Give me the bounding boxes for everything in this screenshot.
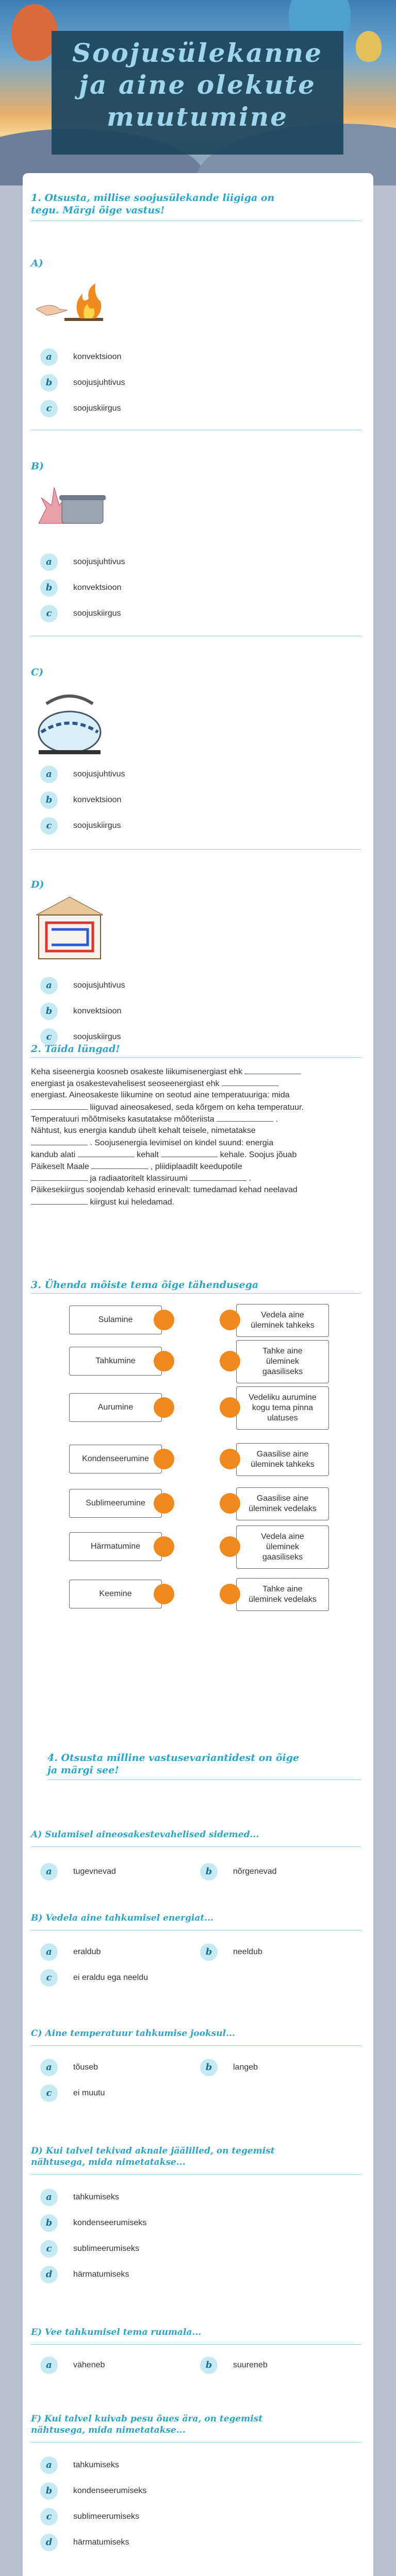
- option-text: soojusjuhtivus: [73, 557, 125, 566]
- blank-input[interactable]: [91, 1160, 148, 1169]
- match-dot-right[interactable]: [220, 1584, 240, 1604]
- option-letter: a: [40, 2059, 58, 2076]
- option-text: tahkumiseks: [73, 2193, 119, 2201]
- page-title: [52, 37, 343, 133]
- option-text: tõuseb: [73, 2063, 98, 2072]
- option-text: konvektsioon: [73, 795, 122, 804]
- option-letter: b: [40, 1003, 58, 1020]
- label-line: D) Kui talvel tekivad aknale jäälilled, on tegemist: [31, 2146, 275, 2156]
- option-letter: c: [40, 2508, 58, 2526]
- blank-input[interactable]: [78, 1148, 135, 1157]
- item-label: B): [31, 461, 44, 472]
- match-dot-right[interactable]: [220, 1397, 240, 1418]
- divider: [31, 2442, 361, 2443]
- fill-in-paragraph: [31, 1065, 361, 1208]
- label-line: A) Sulamisel aineosakestevahelised sidemed...: [31, 1829, 259, 1840]
- label-line: C) Aine temperatuur tahkumise jooksul...: [31, 2028, 235, 2039]
- heading-line: 4. Otsusta milline vastusevariantidest on õige: [47, 1752, 300, 1764]
- paragraph-text: Keha siseenergia koosneb osakeste liikumisenergiast ehk: [31, 1067, 245, 1076]
- option-letter: c: [40, 1028, 58, 1046]
- option-text: soojuskiirgus: [73, 1032, 121, 1041]
- paragraph-text: kehalt: [137, 1150, 161, 1159]
- definition-line: kogu tema pinna: [252, 1403, 314, 1412]
- divider: [31, 2174, 361, 2175]
- title-line: muutumine: [106, 101, 289, 132]
- balloon-icon: [356, 31, 382, 62]
- option-letter: a: [40, 766, 58, 783]
- divider: [31, 849, 361, 850]
- option-letter: a: [40, 2189, 58, 2206]
- definition-line: Vedela aine: [261, 1311, 304, 1319]
- option-text: sublimeerumiseks: [73, 2512, 140, 2521]
- q4-item-label: [31, 2145, 275, 2168]
- option-text: konvektsioon: [73, 352, 122, 361]
- paragraph-text: Päikeselt Maale: [31, 1162, 92, 1171]
- option-text: soojuskiirgus: [73, 821, 121, 830]
- divider: [31, 1057, 361, 1058]
- kettle-icon: [31, 683, 108, 755]
- q4-item-label: [31, 2327, 201, 2338]
- option-text: konvektsioon: [73, 1007, 122, 1015]
- paragraph-text: energiast ja osakestevahelisest seoseenergiast ehk: [31, 1079, 222, 1088]
- paragraph-line: [31, 1172, 361, 1184]
- match-dot-right[interactable]: [220, 1351, 240, 1371]
- item-label: A): [31, 258, 43, 269]
- q4-item-label: [31, 1829, 259, 1840]
- option-letter: c: [40, 1969, 58, 1987]
- definition-line: Gaasilise aine: [256, 1450, 309, 1459]
- match-dot-left[interactable]: [154, 1536, 174, 1557]
- option-text: härmatumiseks: [73, 2270, 129, 2279]
- paragraph-line: [31, 1077, 361, 1089]
- match-definition[interactable]: [236, 1340, 329, 1383]
- option-letter: c: [40, 2084, 58, 2102]
- match-dot-right[interactable]: [220, 1449, 240, 1469]
- heading-line: 1. Otsusta, millise soojusülekande liigiga on: [31, 192, 275, 204]
- definition-line: Vedeliku aurumine: [249, 1393, 317, 1402]
- match-dot-left[interactable]: [154, 1351, 174, 1371]
- paragraph-line: [31, 1160, 361, 1172]
- option-letter: a: [40, 1943, 58, 1961]
- option-letter: d: [40, 2266, 58, 2283]
- blank-input[interactable]: [161, 1148, 218, 1157]
- option-letter: d: [40, 2534, 58, 2551]
- match-term[interactable]: Tahkumine: [69, 1347, 162, 1376]
- paragraph-text: liiguvad aineosakesed, seda kõrgem on keha temperatuur.: [90, 1103, 304, 1112]
- paragraph-text: .: [275, 1115, 278, 1124]
- q4-heading: [47, 1752, 299, 1776]
- option-text: tugevnevad: [73, 1867, 116, 1876]
- option-letter: b: [200, 2059, 218, 2076]
- q1-heading: [31, 192, 274, 216]
- paragraph-line: [31, 1125, 361, 1137]
- room-heating-icon: [31, 894, 108, 961]
- paragraph-text: Temperatuuri mõõtmiseks kasutatakse mõõteriista: [31, 1115, 217, 1124]
- definition-line: üleminek: [266, 1357, 300, 1366]
- divider: [31, 2045, 361, 2046]
- match-definition[interactable]: [236, 1304, 329, 1337]
- label-line: nähtusega, mida nimetatakse...: [31, 2425, 186, 2435]
- definition-line: üleminek vedelaks: [249, 1595, 317, 1604]
- definition-line: üleminek: [266, 1543, 300, 1551]
- divider: [31, 2344, 361, 2345]
- balloon-icon: [11, 4, 58, 61]
- option-text: kondenseerumiseks: [73, 2218, 147, 2227]
- paragraph-line: [31, 1089, 361, 1101]
- paragraph-line: [31, 1101, 361, 1113]
- definition-line: Tahke aine: [262, 1585, 303, 1594]
- option-text: suureneb: [233, 2361, 268, 2369]
- definition-line: üleminek tahkeks: [251, 1460, 315, 1469]
- fire-hand-icon: [31, 273, 108, 330]
- definition-line: Tahke aine: [262, 1347, 303, 1355]
- match-term[interactable]: Aurumine: [69, 1393, 162, 1422]
- option-text: soojusjuhtivus: [73, 378, 125, 387]
- paragraph-text: Päikesekiirgus soojendab kehasid erinevalt: tumedamad kehad neelavad: [31, 1185, 298, 1194]
- blank-input[interactable]: [31, 1172, 88, 1181]
- paragraph-line: [31, 1137, 361, 1148]
- option-letter: b: [40, 2214, 58, 2232]
- option-letter: b: [40, 2482, 58, 2500]
- label-line: E) Vee tahkumisel tema ruumala...: [31, 2327, 202, 2337]
- option-text: ei muutu: [73, 2089, 105, 2097]
- option-letter: b: [200, 1863, 218, 1880]
- blank-input[interactable]: [222, 1077, 278, 1086]
- definition-line: Gaasilise aine: [256, 1494, 309, 1503]
- match-term[interactable]: Kondenseerumine: [69, 1445, 162, 1473]
- option-text: sublimeerumiseks: [73, 2244, 140, 2253]
- blank-input[interactable]: [31, 1101, 88, 1110]
- paragraph-text: kandub alati: [31, 1150, 78, 1159]
- option-letter: b: [40, 791, 58, 809]
- blank-input[interactable]: [31, 1137, 88, 1145]
- option-letter: b: [40, 374, 58, 392]
- paragraph-line: [31, 1184, 361, 1196]
- option-letter: a: [40, 977, 58, 994]
- match-term[interactable]: Sublimeerumine: [69, 1489, 162, 1518]
- match-term[interactable]: Keemine: [69, 1580, 162, 1608]
- option-letter: a: [40, 2357, 58, 2374]
- option-text: soojusjuhtivus: [73, 770, 125, 778]
- paragraph-line: [31, 1148, 361, 1160]
- definition-line: üleminek vedelaks: [249, 1504, 317, 1513]
- blank-input[interactable]: [31, 1196, 88, 1205]
- option-text: tahkumiseks: [73, 2461, 119, 2469]
- divider: [31, 1293, 361, 1294]
- match-definition[interactable]: [236, 1526, 329, 1569]
- label-line: B) Vedela aine tahkumisel energiat...: [31, 1913, 213, 1923]
- option-letter: a: [40, 553, 58, 571]
- match-definition[interactable]: [236, 1443, 329, 1476]
- match-dot-right[interactable]: [220, 1493, 240, 1514]
- title-line: ja aine olekute: [79, 70, 316, 100]
- match-dot-right[interactable]: [220, 1310, 240, 1330]
- divider: [31, 1846, 361, 1847]
- paragraph-text: energiast. Aineosakeste liikumine on seotud aine temperatuuriga: mida: [31, 1091, 290, 1099]
- option-text: eraldub: [73, 1947, 101, 1956]
- match-dot-left[interactable]: [154, 1397, 174, 1418]
- definition-line: ulatuses: [267, 1414, 298, 1422]
- option-text: väheneb: [73, 2361, 105, 2369]
- match-dot-left[interactable]: [154, 1584, 174, 1604]
- label-line: nähtusega, mida nimetatakse...: [31, 2157, 186, 2167]
- q3-heading: 3. Ühenda mõiste tema õige tähendusega: [31, 1279, 259, 1291]
- definition-line: gaasiliseks: [262, 1553, 303, 1562]
- option-letter: b: [200, 1943, 218, 1961]
- match-dot-right[interactable]: [220, 1536, 240, 1557]
- item-label: D): [31, 879, 44, 890]
- blank-input[interactable]: [244, 1065, 301, 1074]
- definition-line: gaasiliseks: [262, 1367, 303, 1376]
- option-text: soojuskiirgus: [73, 404, 121, 413]
- q4-item-label: [31, 2413, 262, 2436]
- definition-line: üleminek tahkeks: [251, 1321, 315, 1330]
- paragraph-text: Nähtust, kus energia kandub ühelt kehalt teisele, nimetatakse: [31, 1126, 256, 1135]
- paragraph-line: [31, 1113, 361, 1125]
- title-line: Soojusülekanne: [72, 38, 323, 68]
- heading-line: ja märgi see!: [47, 1765, 119, 1776]
- paragraph-text: . Soojusenergia levimisel on kindel suund: energia: [90, 1139, 274, 1147]
- paragraph-text: kiirgust kui heledamad.: [90, 1198, 175, 1207]
- option-text: kondenseerumiseks: [73, 2486, 147, 2495]
- q4-item-label: [31, 1912, 213, 1924]
- option-letter: a: [40, 1863, 58, 1880]
- option-letter: b: [40, 579, 58, 597]
- option-letter: a: [40, 2456, 58, 2474]
- option-text: konvektsioon: [73, 583, 122, 592]
- match-dot-left[interactable]: [154, 1449, 174, 1469]
- option-text: soojuskiirgus: [73, 609, 121, 618]
- option-text: ei eraldu ega neeldu: [73, 1973, 148, 1982]
- q2-heading: 2. Täida lüngad!: [31, 1043, 120, 1055]
- match-definition[interactable]: [236, 1578, 329, 1611]
- match-term[interactable]: Härmatumine: [69, 1532, 162, 1561]
- match-dot-left[interactable]: [154, 1493, 174, 1514]
- hot-pot-icon: [31, 477, 108, 534]
- option-letter: c: [40, 817, 58, 835]
- paragraph-text: ja radiaatoritelt klassiruumi: [90, 1174, 190, 1183]
- option-text: soojusjuhtivus: [73, 981, 125, 990]
- option-text: härmatumiseks: [73, 2538, 129, 2547]
- match-definition[interactable]: [236, 1386, 329, 1430]
- match-term[interactable]: Sulamine: [69, 1306, 162, 1334]
- option-letter: b: [200, 2357, 218, 2374]
- option-text: nõrgenevad: [233, 1867, 277, 1876]
- match-dot-left[interactable]: [154, 1310, 174, 1330]
- option-letter: a: [40, 348, 58, 366]
- option-letter: c: [40, 2240, 58, 2258]
- paragraph-line: [31, 1196, 361, 1208]
- label-line: F) Kui talvel kuivab pesu õues ära, on tegemist: [31, 2414, 263, 2424]
- heading-line: tegu. Märgi õige vastus!: [31, 205, 165, 216]
- paragraph-text: kehale. Soojus jõuab: [220, 1150, 297, 1159]
- blank-input[interactable]: [217, 1113, 273, 1122]
- option-letter: c: [40, 400, 58, 417]
- definition-line: Vedela aine: [261, 1532, 304, 1541]
- paragraph-text: .: [249, 1174, 252, 1183]
- match-definition[interactable]: [236, 1487, 329, 1520]
- paragraph-text: , pliidiplaadilt keedupotile: [150, 1162, 242, 1171]
- paragraph-line: [31, 1065, 361, 1077]
- option-text: neeldub: [233, 1947, 262, 1956]
- option-letter: c: [40, 605, 58, 622]
- option-text: langeb: [233, 2063, 258, 2072]
- q4-item-label: [31, 2028, 235, 2039]
- item-label: C): [31, 667, 44, 678]
- blank-input[interactable]: [190, 1172, 246, 1181]
